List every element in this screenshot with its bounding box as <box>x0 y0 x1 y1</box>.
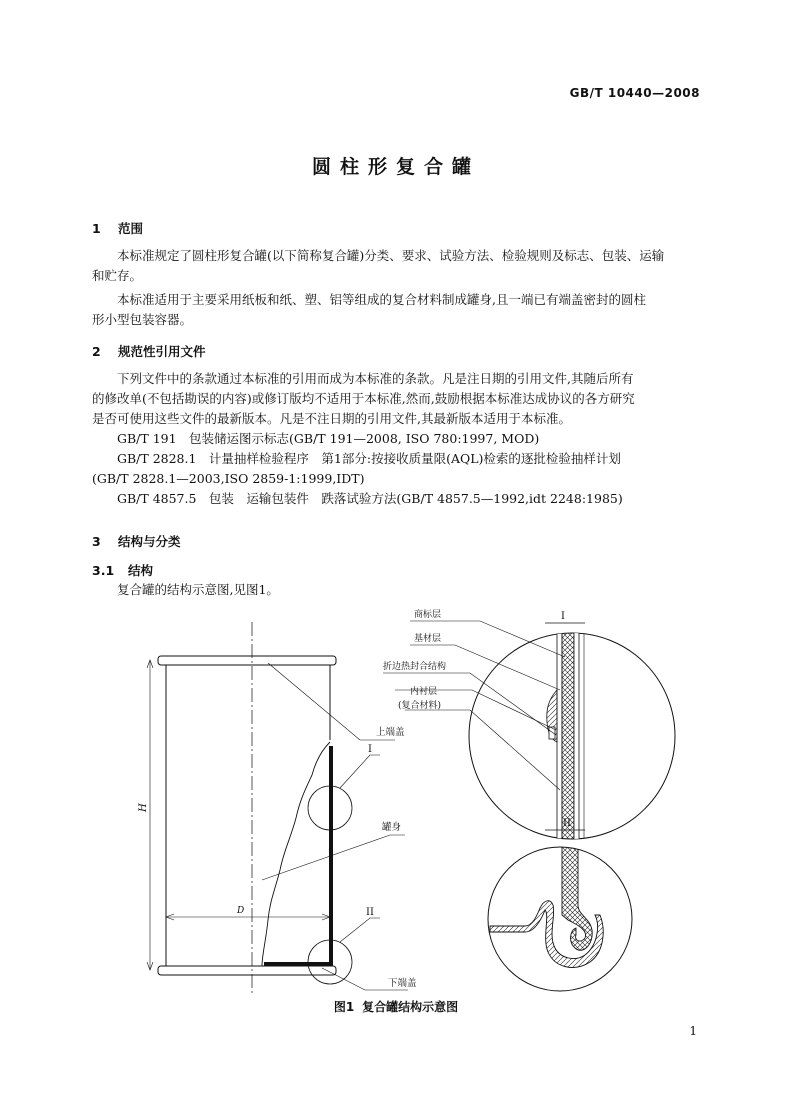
label-detail-one-main: I <box>368 744 372 755</box>
label-dim-h: H <box>138 803 149 812</box>
label-base-layer: 基材层 <box>414 634 442 644</box>
text-line: 是否可使用这些文件的最新版本。凡是不注日期的引用文件,其最新版本适用于本标准。 <box>92 411 571 426</box>
can-main-view <box>147 622 408 996</box>
standard-number: GB/T 10440—2008 <box>569 86 700 100</box>
label-body: 罐身 <box>382 822 402 833</box>
section-title: 范围 <box>118 221 144 236</box>
label-detail-two: II <box>563 818 571 829</box>
text-line: 本标准规定了圆柱形复合罐(以下简称复合罐)分类、要求、试验方法、检验规则及标志、包装、运输 <box>117 248 665 263</box>
section-number: 2 <box>92 344 101 359</box>
reference-gbt4857: GB/T 4857.5 包装 运输包装件 跌落试验方法(GB/T 4857.5—1992,idt 2248:1985) <box>117 491 623 506</box>
section-title: 结构与分类 <box>118 534 181 549</box>
label-detail-two-main: II <box>366 907 374 918</box>
reference-gbt2828: GB/T 2828.1 计量抽样检验程序 第1部分:按接收质量限(AQL)检索的逐批检验抽样计划 <box>117 451 621 466</box>
section-number: 3.1 <box>92 563 115 578</box>
text-line: (GB/T 2828.1—2003,ISO 2859-1:1999,IDT) <box>92 471 365 486</box>
text-line: 下列文件中的条款通过本标准的引用而成为本标准的条款。凡是注日期的引用文件,其随后所有 <box>117 371 634 386</box>
text-line: 的修改单(不包括勘误的内容)或修订版均不适用于本标准,然而,鼓励根据本标准达成协议的各方研究 <box>92 391 635 406</box>
text-line: 本标准适用于主要采用纸板和纸、塑、铝等组成的复合材料制成罐身,且一端已有端盖密封的圆柱 <box>117 292 646 307</box>
label-liner-composite: (复合材料) <box>398 701 442 711</box>
label-liner-layer: 内衬层 <box>410 687 438 697</box>
page-number: 1 <box>689 1024 697 1038</box>
caption-number: 图1 <box>333 1000 355 1014</box>
torn-edge <box>262 742 330 966</box>
text-line: 和贮存。 <box>92 268 143 283</box>
label-fold-seal: 折边热封合结构 <box>383 662 447 672</box>
top-lid-shape <box>158 656 336 665</box>
section-title: 结构 <box>128 563 154 578</box>
section-number: 1 <box>92 221 101 236</box>
label-trademark-layer: 商标层 <box>414 610 442 620</box>
document-title: 圆柱形复合罐 <box>311 156 480 178</box>
text-line: 复合罐的结构示意图,见图1。 <box>117 582 279 597</box>
detail-two-view <box>488 830 632 991</box>
text-line: 形小型包装容器。 <box>92 312 193 327</box>
reference-gbt191: GB/T 191 包装储运图示标志(GB/T 191—2008, ISO 780:1997, MOD) <box>117 431 540 446</box>
figure-caption <box>0 998 792 1015</box>
caption-text: 复合罐结构示意图 <box>362 1000 459 1014</box>
label-detail-one: I <box>561 611 565 622</box>
section-title: 规范性引用文件 <box>118 344 206 359</box>
section-number: 3 <box>92 534 101 549</box>
detail-one-view <box>383 621 675 840</box>
label-top-lid: 上端盖 <box>376 727 405 738</box>
label-dim-d: D <box>237 906 245 916</box>
label-bottom-lid: 下端盖 <box>388 978 417 989</box>
